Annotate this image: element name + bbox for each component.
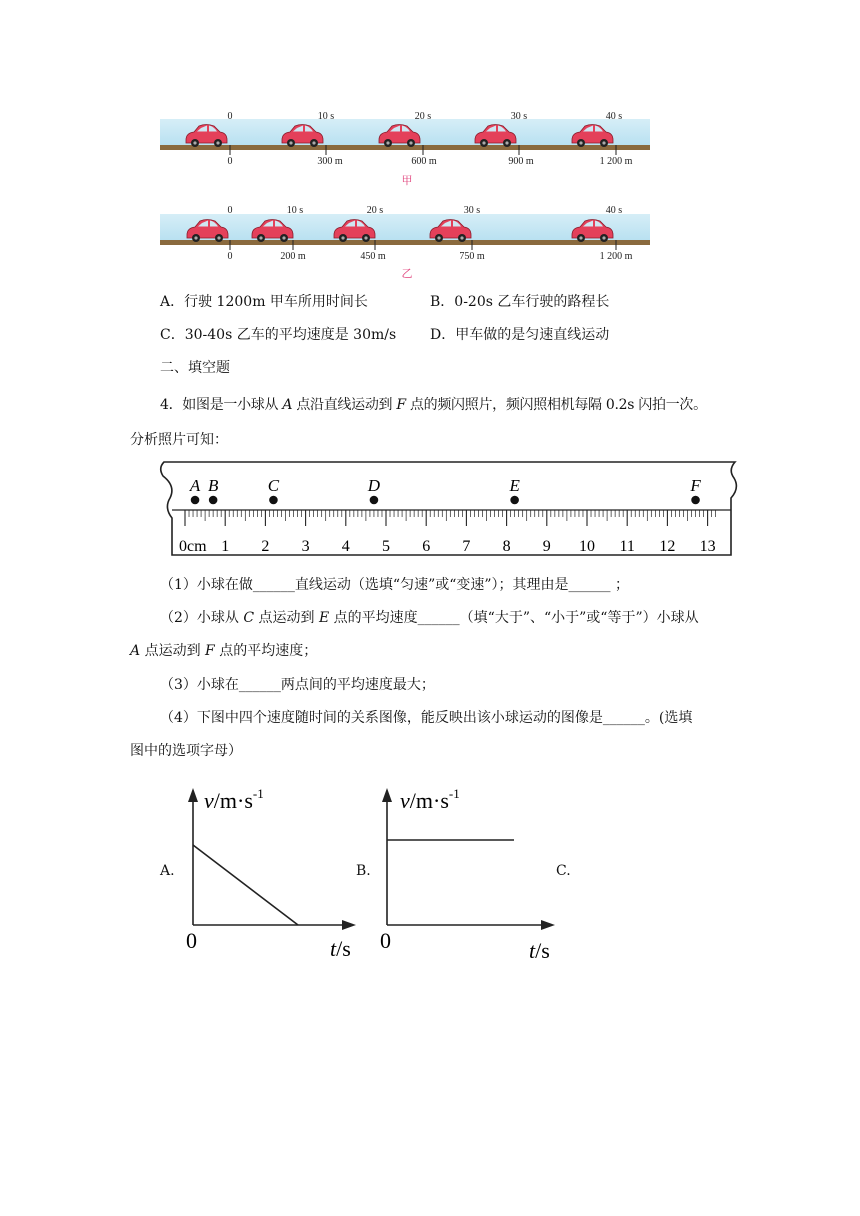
- yi-time-2: 20 s: [366, 205, 384, 216]
- graph-b-y-label: $v/m\cdot s^{-1}$: [400, 786, 460, 813]
- q4-stem-line1: 4．如图是一小球从 A 点沿直线运动到 F 点的频闪照片，频闪照相机每隔 0.2s 闪拍一次。: [160, 397, 707, 413]
- option-b: B．0-20s 乙车行驶的路程长: [430, 294, 610, 310]
- ruler-tick-label: 7: [462, 538, 471, 555]
- jia-dist-4: 1 200 m: [599, 156, 633, 167]
- q4-sub4-line1: （4）下图中四个速度随时间的关系图像，能反映出该小球运动的图像是______。(选填: [160, 710, 693, 726]
- option-a: A．行驶 1200m 甲车所用时间长: [160, 294, 368, 310]
- ruler-tick-label: 6: [422, 538, 431, 555]
- yi-dist-2: 450 m: [360, 251, 386, 262]
- point-label-a: A: [189, 476, 201, 495]
- graph-b-option-label: B.: [356, 863, 371, 879]
- ruler-tick-label: 9: [542, 538, 551, 555]
- ruler-tick-label: 4: [341, 538, 350, 555]
- point-label-f: F: [690, 476, 701, 495]
- graph-a-decreasing-line: [193, 845, 298, 925]
- ball-dot-c: [269, 496, 278, 505]
- yi-dist-3: 750 m: [459, 251, 485, 262]
- jia-time-0: 0: [227, 111, 233, 122]
- yi-time-1: 10 s: [286, 205, 304, 216]
- graph-a-y-label: $v/m\cdot s^{-1}$: [204, 786, 264, 813]
- ruler-tick-label: 8: [502, 538, 511, 555]
- ball-dot-b: [209, 496, 218, 505]
- option-c: C．30-40s 乙车的平均速度是 30m/s: [160, 327, 397, 343]
- ball-dot-d: [370, 496, 379, 505]
- graph-a-option-label: A.: [160, 863, 175, 879]
- jia-dist-3: 900 m: [508, 156, 534, 167]
- car-strip-yi: [160, 205, 650, 280]
- point-label-e: E: [509, 476, 520, 495]
- yi-dist-4: 1 200 m: [599, 251, 633, 262]
- ball-dot-a: [191, 496, 200, 505]
- jia-dist-2: 600 m: [411, 156, 437, 167]
- ruler-tick-label: 3: [301, 538, 310, 555]
- ruler-tick-label: 10: [579, 538, 595, 555]
- ruler-tick-label: 0cm: [179, 538, 207, 555]
- option-d: D．甲车做的是匀速直线运动: [430, 327, 610, 343]
- graph-b: [374, 780, 559, 970]
- ball-dot-e: [510, 496, 519, 505]
- q4-sub2-line2: A 点运动到 F 点的平均速度；: [130, 643, 318, 659]
- yi-dist-1: 200 m: [280, 251, 306, 262]
- graph-a-x-label: t/s: [330, 936, 351, 961]
- point-label-b: B: [207, 476, 219, 495]
- graph-a-y-arrow-icon: [188, 788, 198, 802]
- yi-time-0: 0: [227, 205, 233, 216]
- graph-a-x-arrow-icon: [342, 920, 356, 930]
- ruler-tick-label: 12: [659, 538, 676, 555]
- ruler-tick-label: 13: [699, 538, 716, 555]
- q4-stem-line2: 分析照片可知：: [130, 432, 228, 448]
- q4-sub3: （3）小球在______两点间的平均速度最大；: [160, 677, 435, 693]
- jia-label: 甲: [401, 175, 413, 187]
- jia-dist-1: 300 m: [317, 156, 343, 167]
- ruler-tick-label: 1: [221, 538, 230, 555]
- ruler-tick-label: 5: [382, 538, 390, 555]
- yi-time-4: 40 s: [605, 205, 623, 216]
- yi-time-3: 30 s: [463, 205, 481, 216]
- jia-time-4: 40 s: [605, 111, 623, 122]
- car-strip-jia: [160, 111, 650, 187]
- car-motion-figure: [150, 100, 670, 285]
- graph-c-option-label: C.: [556, 863, 571, 879]
- q4-sub1: （1）小球在做______直线运动（选填“匀速”或“变速”）；其理由是______ ；: [160, 577, 629, 593]
- ruler-paper-outline: [161, 462, 737, 555]
- q4-sub4-line2: 图中的选项字母）: [130, 743, 242, 759]
- graph-a-origin: 0: [186, 928, 197, 953]
- ruler-tick-label: 11: [619, 538, 635, 555]
- graph-b-origin: 0: [380, 928, 391, 953]
- section-title: 二、填空题: [160, 360, 230, 376]
- jia-time-2: 20 s: [414, 111, 432, 122]
- q4-sub2-line1: （2）小球从 C 点运动到 E 点的平均速度______（填“大于”、“小于”或“等于”）小球从: [160, 610, 699, 626]
- jia-time-3: 30 s: [510, 111, 528, 122]
- yi-label: 乙: [401, 268, 413, 280]
- ruler-figure: [150, 458, 750, 563]
- yi-dist-0: 0: [227, 251, 233, 262]
- graph-b-x-arrow-icon: [541, 920, 555, 930]
- graph-b-y-arrow-icon: [382, 788, 392, 802]
- jia-dist-0: 0: [227, 156, 233, 167]
- ball-dot-f: [691, 496, 700, 505]
- point-label-d: D: [367, 476, 381, 495]
- ruler-tick-label: 2: [261, 538, 270, 555]
- jia-time-1: 10 s: [317, 111, 335, 122]
- graph-b-x-label: t/s: [529, 938, 550, 963]
- graph-a: [180, 780, 360, 970]
- point-label-c: C: [267, 476, 280, 495]
